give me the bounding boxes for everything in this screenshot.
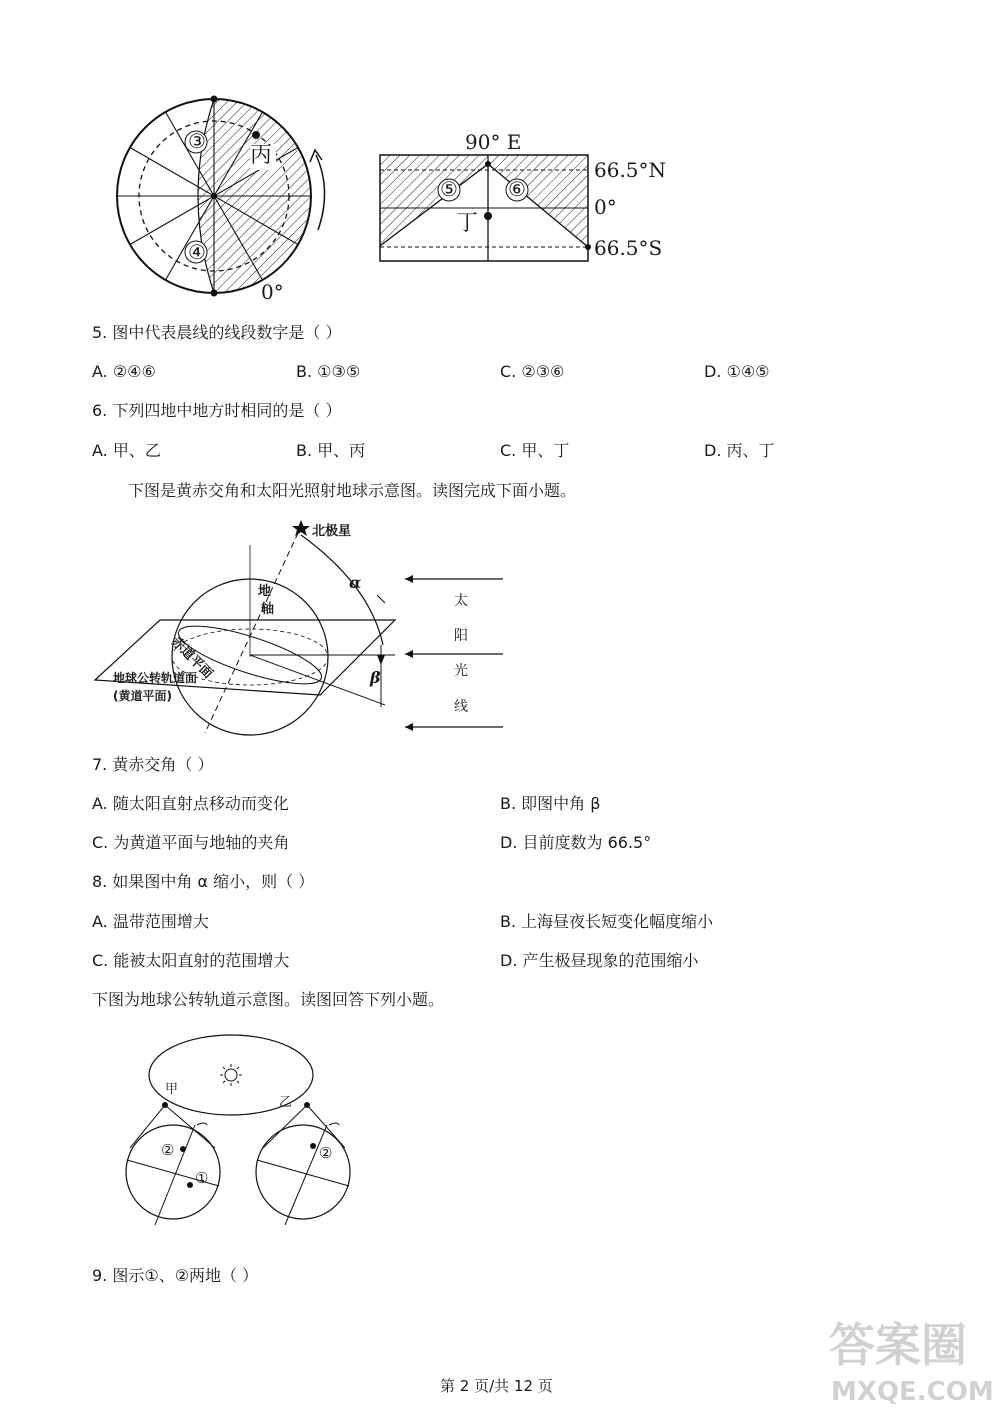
q7-option-a[interactable]: A. 随太阳直射点移动而变化 — [92, 794, 289, 813]
label-alpha: α — [349, 573, 362, 592]
q6-option-b[interactable]: B. 甲、丙 — [296, 441, 366, 460]
label-66-5s: 66.5°S — [594, 236, 663, 260]
q6-option-a[interactable]: A. 甲、乙 — [92, 441, 161, 460]
q6-option-d[interactable]: D. 丙、丁 — [704, 441, 775, 460]
label-left-1: ① — [195, 1169, 209, 1187]
watermark-line1: 答案圈 — [829, 1318, 967, 1372]
rectangular-map-diagram — [375, 150, 595, 265]
label-left-2: ② — [161, 1141, 175, 1159]
q5-option-d[interactable]: D. ①④⑤ — [704, 362, 770, 381]
intro-figure3: 下图为地球公转轨道示意图。读图回答下列小题。 — [92, 990, 445, 1009]
label-beta: β — [370, 668, 381, 687]
polar-view-diagram — [110, 90, 350, 310]
label-sunlight-3: 光 — [454, 663, 468, 679]
obliquity-diagram — [85, 515, 515, 745]
label-sunlight-1: 太 — [454, 593, 468, 609]
label-right-2: ② — [319, 1144, 333, 1162]
watermark-logo — [819, 1319, 994, 1414]
label-ding: 丁 — [456, 211, 479, 236]
q8-option-a[interactable]: A. 温带范围增大 — [92, 912, 209, 931]
label-0-equator: 0° — [594, 195, 617, 219]
label-jia: 甲 — [165, 1082, 179, 1097]
q8-option-d[interactable]: D. 产生极昼现象的范围缩小 — [500, 951, 699, 970]
label-zero-longitude: 0° — [261, 280, 284, 304]
q5-option-b[interactable]: B. ①③⑤ — [296, 362, 361, 381]
label-90e: 90° E — [465, 130, 522, 154]
page-number: 第 2 页/共 12 页 — [440, 1377, 553, 1395]
q7-option-c[interactable]: C. 为黄道平面与地轴的夹角 — [92, 833, 290, 852]
label-sunlight-4: 线 — [454, 699, 468, 715]
q8-stem: 8. 如果图中角 α 缩小，则（ ） — [92, 872, 315, 891]
q8-option-b[interactable]: B. 上海昼夜长短变化幅度缩小 — [500, 912, 714, 931]
sun-icon — [220, 1064, 242, 1086]
intro-figure2: 下图是黄赤交角和太阳光照射地球示意图。读图完成下面小题。 — [128, 481, 577, 500]
q7-option-d[interactable]: D. 目前度数为 66.5° — [500, 833, 652, 852]
label-seg5: ⑤ — [440, 177, 458, 201]
label-polaris: 北极星 — [312, 524, 352, 539]
label-orbit-plane-1: 地球公转轨道面 — [113, 671, 198, 685]
orbit-diagram — [115, 1030, 375, 1230]
q5-stem: 5. 图中代表晨线的线段数字是（ ） — [92, 323, 342, 342]
label-66-5n: 66.5°N — [594, 158, 667, 182]
watermark-line2: MXQE.COM — [831, 1377, 994, 1407]
label-yi: 乙 — [279, 1095, 293, 1110]
label-earth-axis-2: 轴 — [261, 602, 275, 617]
q6-stem: 6. 下列四地中地方时相同的是（ ） — [92, 401, 342, 420]
q6-option-c[interactable]: C. 甲、丁 — [500, 441, 570, 460]
label-sunlight-2: 阳 — [454, 628, 468, 644]
q9-stem: 9. 图示①、②两地（ ） — [92, 1266, 259, 1285]
label-orbit-plane-2: (黄道平面) — [113, 689, 172, 703]
q7-stem: 7. 黄赤交角（ ） — [92, 755, 214, 774]
label-seg6: ⑥ — [508, 177, 526, 201]
label-bing: 丙 — [250, 143, 273, 168]
label-earth-axis-1: 地 — [258, 584, 272, 599]
label-seg4: ④ — [188, 240, 206, 264]
q8-option-c[interactable]: C. 能被太阳直射的范围增大 — [92, 951, 290, 970]
q7-option-b[interactable]: B. 即图中角 β — [500, 794, 601, 813]
label-seg3: ③ — [188, 129, 206, 153]
q5-option-a[interactable]: A. ②④⑥ — [92, 362, 156, 381]
q5-option-c[interactable]: C. ②③⑥ — [500, 362, 565, 381]
label-equator-plane: 赤道平面 — [167, 634, 216, 682]
